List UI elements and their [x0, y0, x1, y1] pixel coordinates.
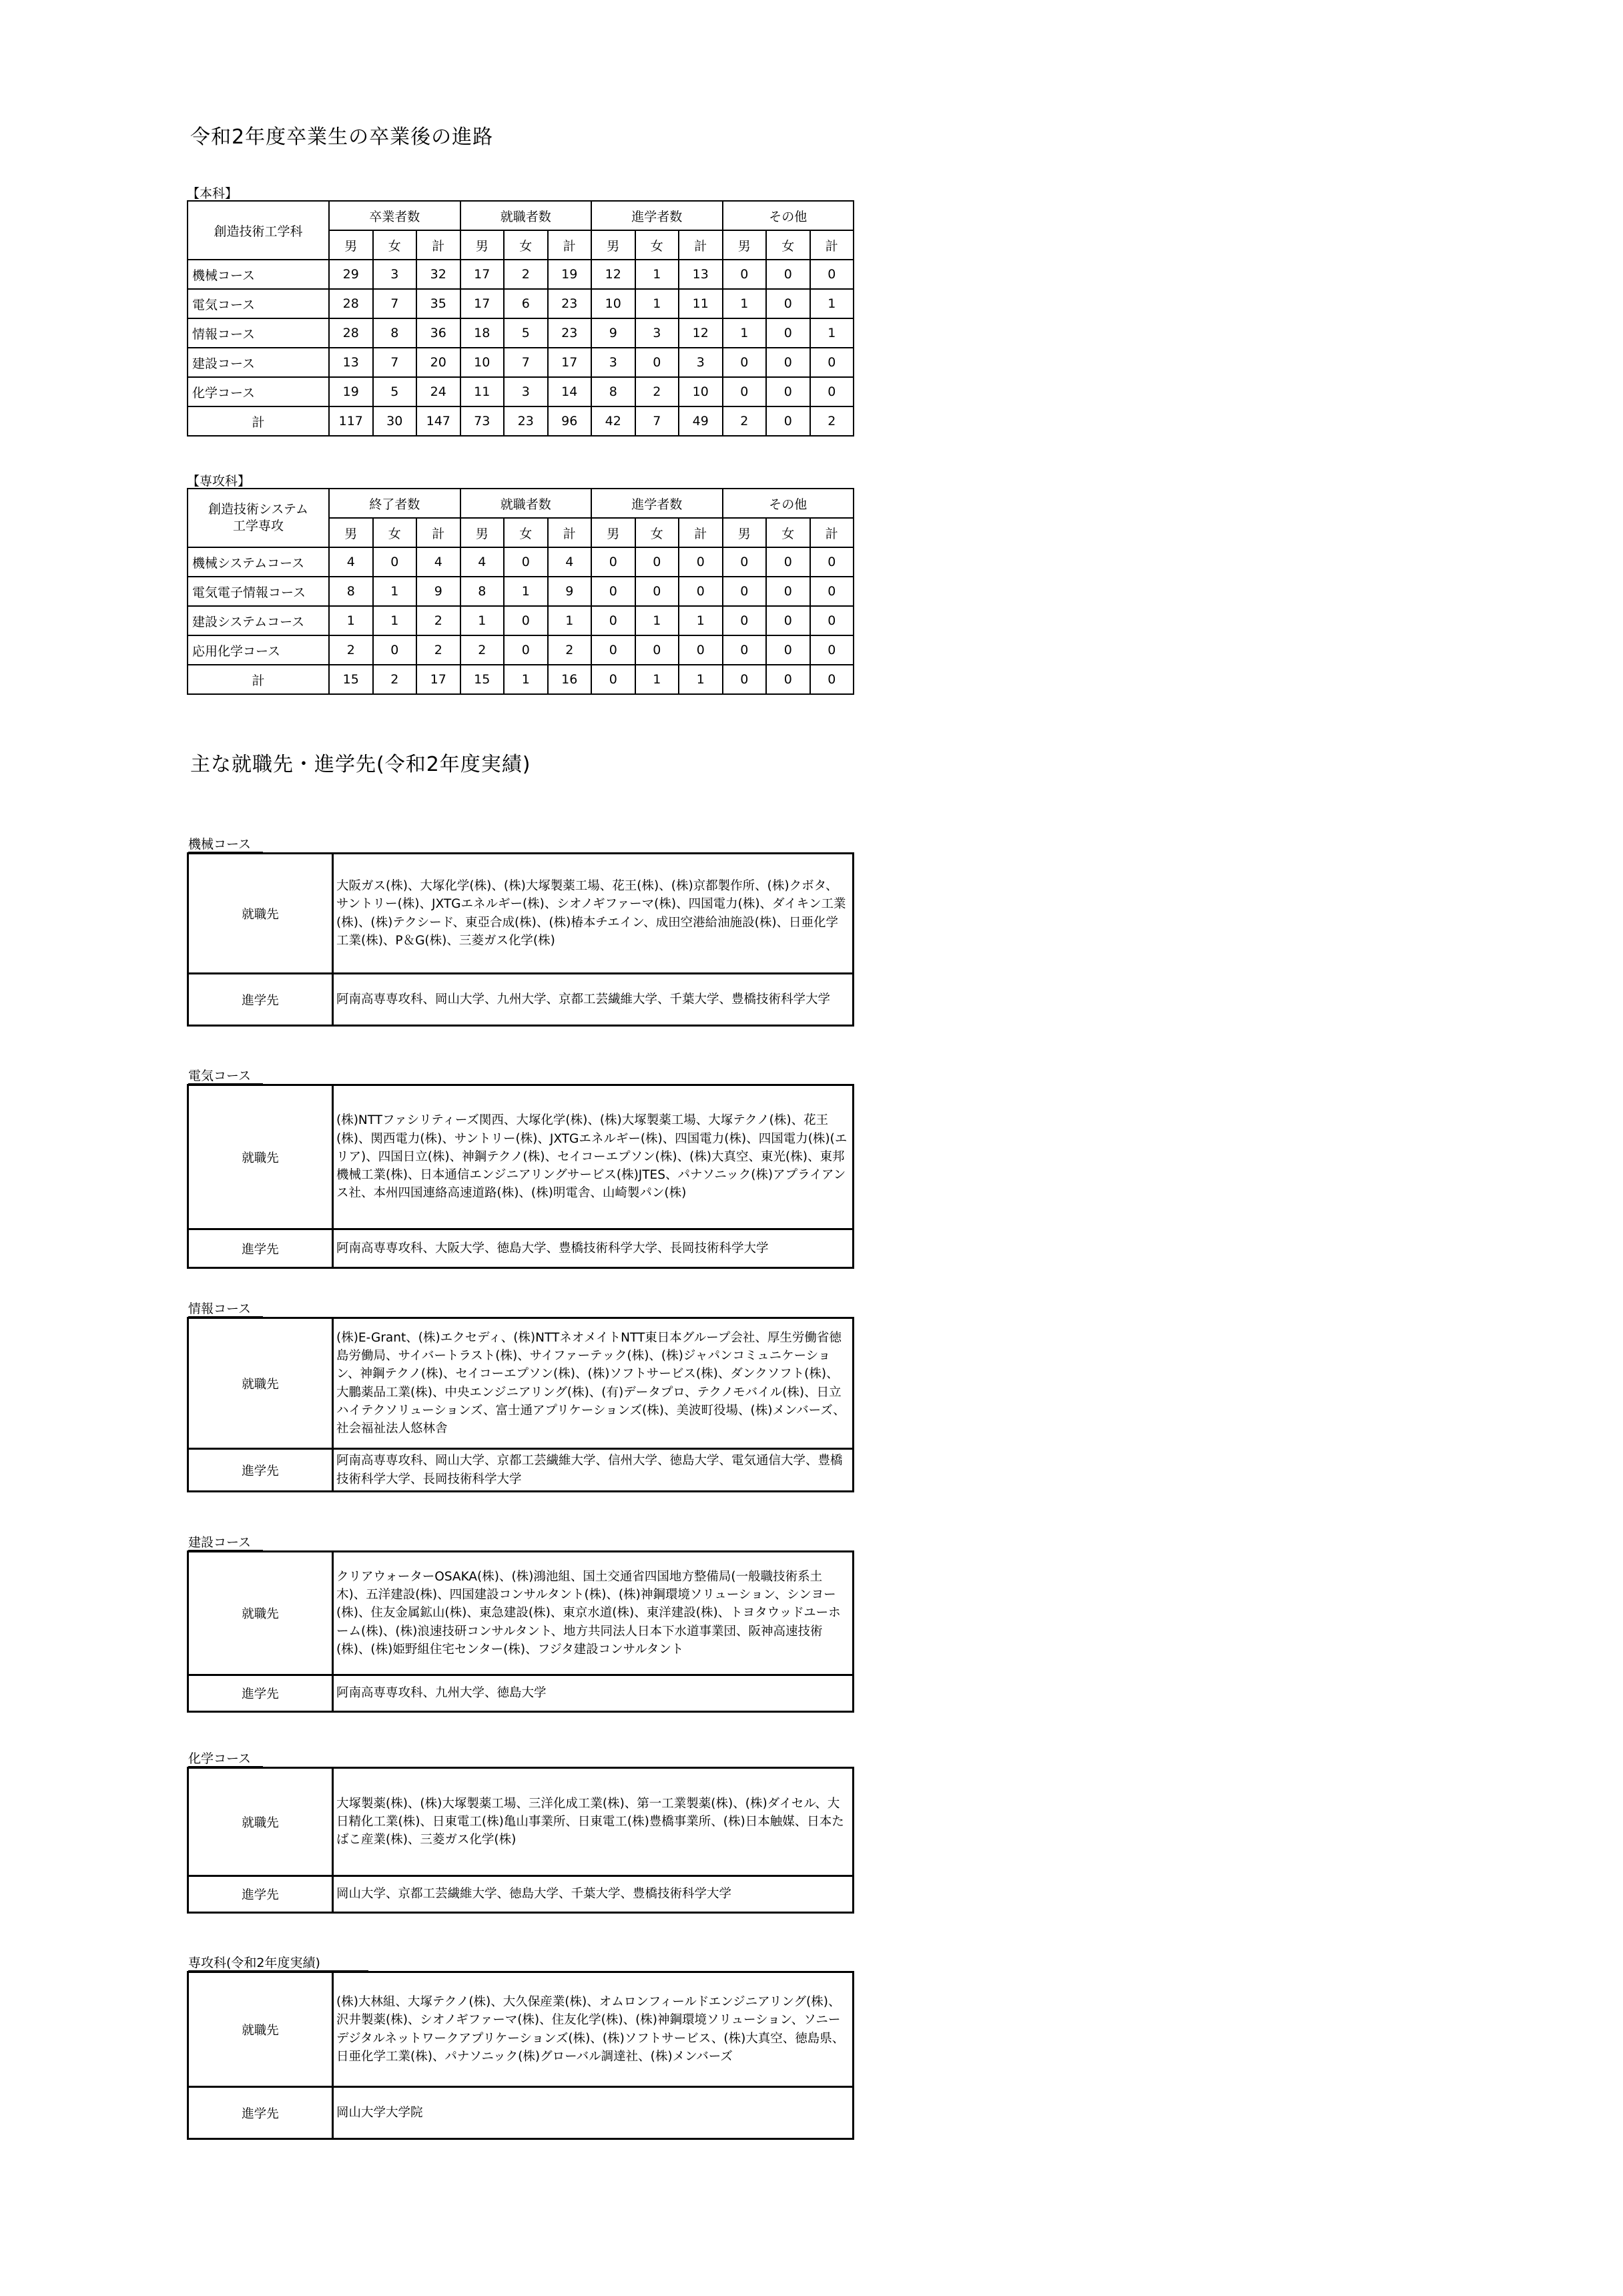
employment-label: 就職先: [188, 854, 333, 974]
value-cell: 5: [504, 318, 548, 348]
value-cell: 4: [460, 547, 505, 577]
total-label: 計: [188, 665, 329, 694]
subheader-cell: 計: [679, 518, 723, 547]
value-cell: 4: [329, 547, 373, 577]
value-cell: 0: [635, 577, 679, 606]
row-name: 建設システムコース: [188, 606, 329, 635]
value-cell: 0: [635, 348, 679, 377]
total-cell: 49: [679, 406, 723, 436]
education-label: 進学先: [188, 1876, 333, 1913]
row-name: 機械コース: [188, 260, 329, 289]
table-row: [188, 318, 854, 348]
total-cell: 117: [329, 406, 373, 436]
total-cell: 2: [373, 665, 417, 694]
education-text: 岡山大学大学院: [333, 2087, 854, 2139]
dept-header-line1: 創造技術システム: [208, 502, 309, 517]
group-header: 終了者数: [329, 489, 460, 518]
value-cell: 2: [416, 606, 460, 635]
group-header: 進学者数: [591, 489, 723, 518]
value-cell: 6: [504, 289, 548, 318]
subheader-cell: 女: [373, 518, 417, 547]
total-cell: 2: [723, 406, 767, 436]
total-cell: 17: [416, 665, 460, 694]
employment-text: (株)E-Grant、(株)エクセディ、(株)NTTネオメイトNTT東日本グループ会社、厚生労働省徳島労働局、サイバートラスト(株)、サイファーテック(株)、(株)ジャパンコミュニケーション、神鋼テクノ(株)、セイコーエプソン(株)、(株)ソフトサービス(株)、ダンクソフト(株)、大鵬薬品工業(株)、中央エンジニアリング(株)、(有)データプロ、テクノモバイル(株)、日立ハイテクソリューションズ、富士通アプリケーションズ(株)、美波町役場、(株)メンバーズ、社会福祉法人悠林舎: [333, 1318, 854, 1449]
value-cell: 4: [548, 547, 592, 577]
course-destinations-table: [187, 852, 854, 1027]
value-cell: 1: [635, 606, 679, 635]
value-cell: 0: [591, 606, 635, 635]
total-cell: 23: [504, 406, 548, 436]
dept-header-line2: 工学専攻: [232, 519, 284, 533]
value-cell: 19: [548, 260, 592, 289]
value-cell: 0: [766, 547, 810, 577]
value-cell: 13: [679, 260, 723, 289]
subheader-cell: 女: [635, 230, 679, 260]
subheader-cell: 女: [766, 230, 810, 260]
education-text: 阿南高専専攻科、大阪大学、徳島大学、豊橋技術科学大学、長岡技術科学大学: [333, 1229, 854, 1268]
value-cell: 3: [504, 377, 548, 406]
value-cell: 1: [679, 606, 723, 635]
senkou-table: [187, 488, 854, 695]
course-label: 建設コース: [188, 1535, 252, 1550]
employment-text: 大塚製薬(株)、(株)大塚製薬工場、三洋化成工業(株)、第一工業製薬(株)、(株)ダイセル、大日精化工業(株)、日東電工(株)亀山事業所、日東電工(株)豊橋事業所、(株)日本触媒、日本たばこ産業(株)、三菱ガス化学(株): [333, 1768, 854, 1876]
table-row: [188, 577, 854, 606]
value-cell: 0: [810, 260, 854, 289]
row-name: 情報コース: [188, 318, 329, 348]
subheader-cell: 計: [810, 230, 854, 260]
value-cell: 2: [329, 635, 373, 665]
honka-section-label: 【本科】: [187, 186, 238, 201]
course-destinations-table: [187, 1767, 854, 1914]
value-cell: 0: [766, 289, 810, 318]
value-cell: 10: [679, 377, 723, 406]
value-cell: 1: [460, 606, 505, 635]
total-cell: 42: [591, 406, 635, 436]
value-cell: 0: [810, 377, 854, 406]
education-label: 進学先: [188, 1449, 333, 1492]
value-cell: 7: [373, 348, 417, 377]
value-cell: 0: [810, 635, 854, 665]
value-cell: 10: [460, 348, 505, 377]
row-name: 応用化学コース: [188, 635, 329, 665]
table-row: [188, 260, 854, 289]
value-cell: 0: [635, 635, 679, 665]
course-label: 化学コース: [188, 1751, 252, 1766]
value-cell: 0: [679, 577, 723, 606]
value-cell: 0: [635, 547, 679, 577]
subheader-cell: 男: [591, 518, 635, 547]
value-cell: 2: [548, 635, 592, 665]
value-cell: 3: [373, 260, 417, 289]
group-header: 就職者数: [460, 489, 592, 518]
subheader-cell: 女: [373, 230, 417, 260]
total-cell: 0: [723, 665, 767, 694]
group-header: 就職者数: [460, 201, 592, 230]
value-cell: 18: [460, 318, 505, 348]
value-cell: 0: [504, 635, 548, 665]
table-row: [188, 606, 854, 635]
value-cell: 3: [679, 348, 723, 377]
total-cell: 0: [591, 665, 635, 694]
value-cell: 23: [548, 289, 592, 318]
subheader-cell: 計: [416, 230, 460, 260]
row-name: 化学コース: [188, 377, 329, 406]
subheader-cell: 男: [723, 230, 767, 260]
total-cell: 16: [548, 665, 592, 694]
total-cell: 0: [810, 665, 854, 694]
value-cell: 32: [416, 260, 460, 289]
dept-header: 創造技術工学科: [188, 201, 329, 260]
total-cell: 1: [679, 665, 723, 694]
subheader-cell: 男: [723, 518, 767, 547]
value-cell: 0: [591, 635, 635, 665]
total-cell: 1: [635, 665, 679, 694]
group-header: 卒業者数: [329, 201, 460, 230]
total-cell: 0: [766, 665, 810, 694]
value-cell: 3: [591, 348, 635, 377]
value-cell: 0: [766, 577, 810, 606]
subheader-cell: 女: [504, 230, 548, 260]
dept-header: [188, 489, 329, 547]
course-label: 情報コース: [188, 1302, 252, 1316]
value-cell: 2: [416, 635, 460, 665]
value-cell: 2: [460, 635, 505, 665]
value-cell: 0: [766, 635, 810, 665]
total-cell: 1: [504, 665, 548, 694]
subheader-cell: 男: [329, 230, 373, 260]
value-cell: 1: [373, 577, 417, 606]
course-destinations-table: [187, 1317, 854, 1492]
destinations-title: 主な就職先・進学先(令和2年度実績): [190, 753, 531, 776]
value-cell: 0: [723, 577, 767, 606]
value-cell: 1: [548, 606, 592, 635]
education-label: 進学先: [188, 974, 333, 1026]
row-name: 電気コース: [188, 289, 329, 318]
course-label: 専攻科(令和2年度実績): [188, 1956, 320, 1970]
value-cell: 1: [373, 606, 417, 635]
value-cell: 29: [329, 260, 373, 289]
subheader-cell: 男: [460, 518, 505, 547]
subheader-cell: 女: [635, 518, 679, 547]
value-cell: 28: [329, 318, 373, 348]
table-row: [188, 547, 854, 577]
value-cell: 0: [373, 635, 417, 665]
total-cell: 2: [810, 406, 854, 436]
value-cell: 8: [591, 377, 635, 406]
group-header: 進学者数: [591, 201, 723, 230]
value-cell: 1: [635, 289, 679, 318]
row-name: 電気電子情報コース: [188, 577, 329, 606]
value-cell: 7: [504, 348, 548, 377]
value-cell: 36: [416, 318, 460, 348]
course-destinations-table: [187, 1084, 854, 1269]
senkou-section-label: 【専攻科】: [187, 474, 251, 489]
value-cell: 1: [810, 318, 854, 348]
course-destinations-table: [187, 1550, 854, 1713]
value-cell: 1: [723, 318, 767, 348]
value-cell: 0: [723, 635, 767, 665]
value-cell: 0: [679, 635, 723, 665]
row-name: 機械システムコース: [188, 547, 329, 577]
value-cell: 0: [810, 577, 854, 606]
subheader-cell: 計: [810, 518, 854, 547]
value-cell: 0: [810, 348, 854, 377]
value-cell: 10: [591, 289, 635, 318]
total-cell: 0: [766, 406, 810, 436]
total-row: [188, 406, 854, 436]
education-label: 進学先: [188, 1229, 333, 1268]
course-label: 機械コース: [188, 837, 252, 852]
education-text: 阿南高専専攻科、岡山大学、九州大学、京都工芸繊維大学、千葉大学、豊橋技術科学大学: [333, 974, 854, 1026]
value-cell: 0: [591, 547, 635, 577]
total-cell: 7: [635, 406, 679, 436]
value-cell: 9: [591, 318, 635, 348]
value-cell: 0: [810, 547, 854, 577]
value-cell: 0: [766, 377, 810, 406]
value-cell: 17: [460, 289, 505, 318]
total-cell: 15: [329, 665, 373, 694]
course-destinations-table: [187, 1971, 854, 2140]
value-cell: 2: [504, 260, 548, 289]
value-cell: 8: [329, 577, 373, 606]
course-label: 電気コース: [188, 1069, 252, 1083]
value-cell: 1: [635, 260, 679, 289]
employment-label: 就職先: [188, 1972, 333, 2087]
value-cell: 0: [723, 348, 767, 377]
total-label: 計: [188, 406, 329, 436]
subheader-cell: 女: [504, 518, 548, 547]
value-cell: 35: [416, 289, 460, 318]
value-cell: 28: [329, 289, 373, 318]
value-cell: 12: [679, 318, 723, 348]
total-cell: 96: [548, 406, 592, 436]
value-cell: 1: [504, 577, 548, 606]
value-cell: 0: [810, 606, 854, 635]
value-cell: 0: [766, 318, 810, 348]
value-cell: 11: [460, 377, 505, 406]
value-cell: 0: [766, 348, 810, 377]
total-cell: 73: [460, 406, 505, 436]
employment-label: 就職先: [188, 1552, 333, 1675]
employment-text: (株)NTTファシリティーズ関西、大塚化学(株)、(株)大塚製薬工場、大塚テクノ(株)、花王(株)、関西電力(株)、サントリー(株)、JXTGエネルギー(株)、四国電力(株)、四国電力(株)(エリア)、四国日立(株)、神鋼テクノ(株)、セイコーエプソン(株)、(株)大真空、東光(株)、東邦機械工業(株)、日本通信エンジニアリングサービス(株)JTES、パナソニック(株)アプライアンス社、本州四国連絡高速道路(株)、(株)明電舎、山崎製パン(株): [333, 1085, 854, 1229]
value-cell: 8: [373, 318, 417, 348]
value-cell: 9: [548, 577, 592, 606]
subheader-cell: 男: [329, 518, 373, 547]
value-cell: 0: [723, 606, 767, 635]
employment-label: 就職先: [188, 1768, 333, 1876]
group-header: その他: [723, 489, 854, 518]
value-cell: 17: [548, 348, 592, 377]
value-cell: 7: [373, 289, 417, 318]
value-cell: 19: [329, 377, 373, 406]
value-cell: 12: [591, 260, 635, 289]
total-row: [188, 665, 854, 694]
value-cell: 24: [416, 377, 460, 406]
value-cell: 0: [679, 547, 723, 577]
subheader-cell: 計: [548, 518, 592, 547]
total-cell: 30: [373, 406, 417, 436]
employment-label: 就職先: [188, 1318, 333, 1449]
subheader-cell: 女: [766, 518, 810, 547]
table-row: [188, 377, 854, 406]
total-cell: 15: [460, 665, 505, 694]
value-cell: 3: [635, 318, 679, 348]
value-cell: 9: [416, 577, 460, 606]
group-header: その他: [723, 201, 854, 230]
value-cell: 11: [679, 289, 723, 318]
education-text: 阿南高専専攻科、岡山大学、京都工芸繊維大学、信州大学、徳島大学、電気通信大学、豊橋技術科学大学、長岡技術科学大学: [333, 1449, 854, 1492]
employment-text: 大阪ガス(株)、大塚化学(株)、(株)大塚製薬工場、花王(株)、(株)京都製作所、(株)クボタ、サントリー(株)、JXTGエネルギー(株)、シオノギファーマ(株)、四国電力(株)、ダイキン工業(株)、(株)テクシード、東亞合成(株)、(株)椿本チエイン、成田空港給油施設(株)、日亜化学工業(株)、P＆G(株)、三菱ガス化学(株): [333, 854, 854, 974]
employment-text: クリアウォーターOSAKA(株)、(株)鴻池組、国土交通省四国地方整備局(一般職技術系土木)、五洋建設(株)、四国建設コンサルタント(株)、(株)神鋼環境ソリューション、シンヨー(株)、住友金属鉱山(株)、東急建設(株)、東京水道(株)、東洋建設(株)、トヨタウッドユーホーム(株)、(株)浪速技研コンサルタント、地方共同法人日本下水道事業団、阪神高速技術(株)、(株)姫野組住宅センター(株)、フジタ建設コンサルタント: [333, 1552, 854, 1675]
table-row: [188, 289, 854, 318]
value-cell: 0: [766, 606, 810, 635]
education-label: 進学先: [188, 2087, 333, 2139]
total-cell: 147: [416, 406, 460, 436]
page-title: 令和2年度卒業生の卒業後の進路: [190, 125, 494, 149]
value-cell: 17: [460, 260, 505, 289]
value-cell: 1: [723, 289, 767, 318]
employment-text: (株)大林組、大塚テクノ(株)、大久保産業(株)、オムロンフィールドエンジニアリング(株)、沢井製薬(株)、シオノギファーマ(株)、住友化学(株)、(株)神鋼環境ソリューション、ソニーデジタルネットワークアプリケーションズ(株)、(株)ソフトサービス、(株)大真空、徳島県、日亜化学工業(株)、パナソニック(株)グローバル調達社、(株)メンバーズ: [333, 1972, 854, 2087]
employment-label: 就職先: [188, 1085, 333, 1229]
table-row: [188, 635, 854, 665]
value-cell: 13: [329, 348, 373, 377]
value-cell: 20: [416, 348, 460, 377]
value-cell: 0: [723, 260, 767, 289]
value-cell: 0: [373, 547, 417, 577]
education-text: 岡山大学、京都工芸繊維大学、徳島大学、千葉大学、豊橋技術科学大学: [333, 1876, 854, 1913]
subheader-cell: 計: [416, 518, 460, 547]
value-cell: 4: [416, 547, 460, 577]
value-cell: 2: [635, 377, 679, 406]
subheader-cell: 男: [591, 230, 635, 260]
row-name: 建設コース: [188, 348, 329, 377]
value-cell: 0: [723, 547, 767, 577]
education-text: 阿南高専専攻科、九州大学、徳島大学: [333, 1675, 854, 1712]
value-cell: 8: [460, 577, 505, 606]
value-cell: 0: [591, 577, 635, 606]
value-cell: 0: [723, 377, 767, 406]
subheader-cell: 計: [548, 230, 592, 260]
honka-table: [187, 200, 854, 437]
value-cell: 0: [504, 547, 548, 577]
value-cell: 1: [810, 289, 854, 318]
table-row: [188, 348, 854, 377]
subheader-cell: 男: [460, 230, 505, 260]
value-cell: 1: [329, 606, 373, 635]
value-cell: 0: [766, 260, 810, 289]
subheader-cell: 計: [679, 230, 723, 260]
value-cell: 14: [548, 377, 592, 406]
value-cell: 5: [373, 377, 417, 406]
value-cell: 23: [548, 318, 592, 348]
value-cell: 0: [504, 606, 548, 635]
education-label: 進学先: [188, 1675, 333, 1712]
